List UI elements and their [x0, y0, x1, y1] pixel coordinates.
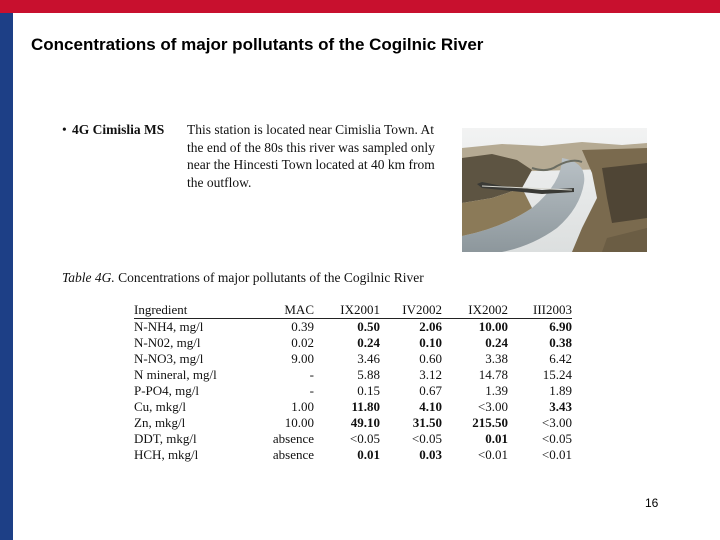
- value-cell: <3.00: [541, 415, 572, 430]
- left-accent-bar: [0, 13, 13, 540]
- value-cell: absence: [272, 431, 314, 446]
- column-header: IV2002: [380, 302, 442, 319]
- value-cell: 0.67: [419, 383, 442, 398]
- value-cell: 3.46: [357, 351, 380, 366]
- value-cell: 215.50: [472, 415, 508, 430]
- value-cell: 0.24: [357, 335, 380, 350]
- ingredient-cell: Cu, mkg/l: [134, 399, 187, 414]
- value-cell: absence: [272, 447, 314, 462]
- column-header: MAC: [254, 302, 314, 319]
- value-cell: 0.10: [419, 335, 442, 350]
- value-cell: 0.24: [485, 335, 508, 350]
- table-caption-text: Concentrations of major pollutants of the Cogilnic River: [114, 270, 424, 285]
- value-cell: 1.00: [291, 399, 314, 414]
- pollutants-table-frame: [130, 300, 580, 467]
- value-cell: <0.05: [349, 431, 380, 446]
- table-row: [134, 335, 572, 351]
- ingredient-cell: DDT, mkg/l: [134, 431, 197, 446]
- bullet-dot: •: [62, 122, 67, 137]
- ingredient-cell: N-NO3, mg/l: [134, 351, 204, 366]
- table-row: [134, 367, 572, 383]
- ingredient-cell: N mineral, mg/l: [134, 367, 217, 382]
- table-header-row: [134, 302, 572, 319]
- column-header: Ingredient: [134, 302, 254, 319]
- table-row: [134, 319, 572, 336]
- value-cell: 4.10: [419, 399, 442, 414]
- table-row: [134, 447, 572, 463]
- slide-title: Concentrations of major pollutants of the Cogilnic River: [31, 35, 484, 54]
- station-name: 4G Cimislia MS: [72, 122, 165, 137]
- table-row: [134, 415, 572, 431]
- value-cell: <3.00: [477, 399, 508, 414]
- table-row: [134, 383, 572, 399]
- ingredient-cell: P-PO4, mg/l: [134, 383, 200, 398]
- value-cell: <0.05: [541, 431, 572, 446]
- value-cell: 49.10: [350, 415, 380, 430]
- value-cell: 1.39: [485, 383, 508, 398]
- value-cell: <0.05: [411, 431, 442, 446]
- value-cell: -: [309, 367, 314, 382]
- value-cell: 14.78: [478, 367, 508, 382]
- value-cell: 31.50: [412, 415, 442, 430]
- value-cell: 0.15: [357, 383, 380, 398]
- ingredient-cell: HCH, mkg/l: [134, 447, 199, 462]
- value-cell: 0.03: [419, 447, 442, 462]
- value-cell: <0.01: [541, 447, 572, 462]
- pollutants-table: [134, 302, 572, 463]
- value-cell: 3.12: [419, 367, 442, 382]
- table-row: [134, 431, 572, 447]
- value-cell: 6.90: [549, 319, 572, 334]
- table-caption: [62, 270, 424, 286]
- value-cell: 9.00: [291, 351, 314, 366]
- value-cell: 0.38: [549, 335, 572, 350]
- value-cell: 0.01: [485, 431, 508, 446]
- value-cell: 1.89: [549, 383, 572, 398]
- value-cell: 6.42: [549, 351, 572, 366]
- value-cell: 5.88: [357, 367, 380, 382]
- value-cell: 0.02: [291, 335, 314, 350]
- value-cell: 15.24: [542, 367, 572, 382]
- ingredient-cell: N-N02, mg/l: [134, 335, 201, 350]
- table-caption-label: Table 4G.: [62, 270, 115, 285]
- column-header: IX2002: [442, 302, 508, 319]
- value-cell: 3.43: [549, 399, 572, 414]
- table-row: [134, 399, 572, 415]
- value-cell: -: [309, 383, 314, 398]
- column-header: III2003: [508, 302, 572, 319]
- top-accent-bar: [0, 0, 720, 13]
- river-photo: [462, 128, 647, 252]
- ingredient-cell: Zn, mkg/l: [134, 415, 186, 430]
- value-cell: 10.00: [478, 319, 508, 334]
- value-cell: 0.39: [291, 319, 314, 334]
- station-description: This station is located near Cimislia Town. At the end of the 80s this river was sampled only near the Hincesti Town located at 40 km from the outflow.: [187, 122, 435, 190]
- value-cell: 10.00: [284, 415, 314, 430]
- value-cell: 3.38: [485, 351, 508, 366]
- value-cell: 0.60: [419, 351, 442, 366]
- column-header: IX2001: [314, 302, 380, 319]
- value-cell: 11.80: [351, 399, 380, 414]
- value-cell: 2.06: [419, 319, 442, 334]
- value-cell: 0.50: [357, 319, 380, 334]
- page-number: 16: [645, 496, 659, 510]
- value-cell: 0.01: [357, 447, 380, 462]
- value-cell: <0.01: [477, 447, 508, 462]
- table-row: [134, 351, 572, 367]
- ingredient-cell: N-NH4, mg/l: [134, 319, 204, 334]
- table-body: [134, 319, 572, 464]
